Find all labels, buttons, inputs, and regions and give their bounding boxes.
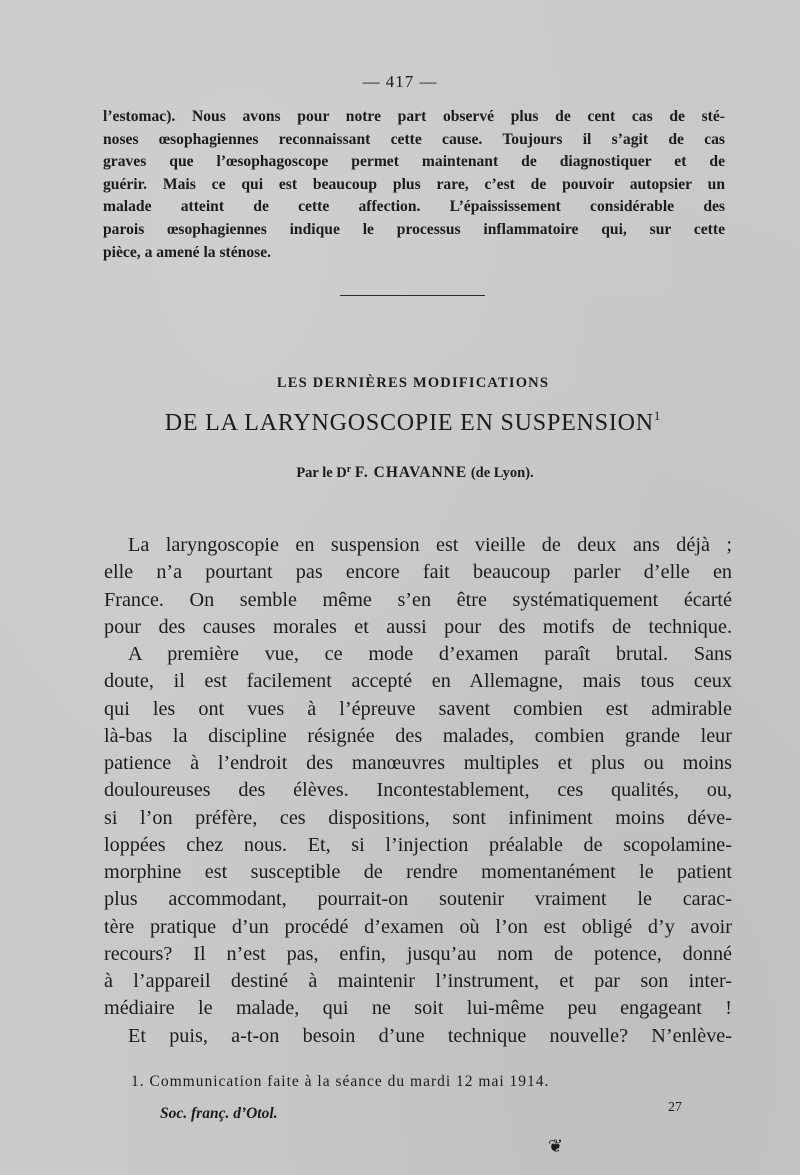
page-number: — 417 — xyxy=(362,72,438,91)
section-divider xyxy=(340,295,485,296)
byline-prefix-sup: r xyxy=(346,464,352,475)
title-footnote-marker: 1 xyxy=(653,408,662,423)
body-line: là-bas la discipline résignée des malades, combien grande leur xyxy=(104,724,732,747)
byline-suffix: (de Lyon). xyxy=(470,465,534,481)
body-line: La laryngoscopie en suspension est vieille de deux ans déjà ; xyxy=(128,534,732,556)
paragraph-line: pièce, a amené la sténose. xyxy=(103,243,272,261)
article-title-text: DE LA LARYNGOSCOPIE EN SUSPENSION xyxy=(164,410,654,436)
body-line: Et puis, a-t-on besoin d’une technique nouvelle? N’enlève- xyxy=(128,1024,732,1047)
body-line: plus accommodant, pourrait-on soutenir vraiment le carac- xyxy=(104,888,732,911)
body-line: douloureuses des élèves. Incontestablement, ces qualités, ou, xyxy=(104,779,732,802)
article-byline xyxy=(0,464,800,482)
body-line: elle n’a pourtant pas encore fait beaucoup parler d’elle en xyxy=(104,561,732,584)
paragraph-line: graves que l’œsophagoscope permet maintenant de diagnostiquer et de xyxy=(103,153,725,171)
paragraph-line: noses œsophagiennes reconnaissant cette cause. Toujours il s’agit de cas xyxy=(103,130,725,148)
paragraph-line: guérir. Mais ce qui est beaucoup plus rare, c’est de pouvoir autopsier un xyxy=(103,175,725,193)
body-line: patience à l’endroit des manœuvres multiples et plus ou moins xyxy=(104,752,732,774)
body-line: si l’on préfère, ces dispositions, sont infiniment moins déve- xyxy=(104,806,732,829)
signature-number: 27 xyxy=(668,1100,682,1115)
body-line: recours? Il n’est pas, enfin, jusqu’au nom de potence, donné xyxy=(104,942,732,965)
byline-prefix: Par le D xyxy=(296,465,347,481)
body-line: médiaire le malade, qui ne soit lui-même peu engageant ! xyxy=(104,997,732,1020)
body-line: pour des causes morales et aussi pour des motifs de technique. xyxy=(104,615,732,638)
article-body xyxy=(104,532,732,1050)
ornament-icon: ❦ xyxy=(548,1136,564,1156)
paragraph-line: parois œsophagiennes indique le processus inflammatoire qui, sur cette xyxy=(103,220,725,238)
paragraph-line: malade atteint de cette affection. L’épaississement considérable des xyxy=(103,198,725,216)
byline-author: F. CHAVANNE xyxy=(354,464,468,481)
body-line: tère pratique d’un procédé d’examen où l’on est obligé d’y avoir xyxy=(104,915,732,938)
footnote: 1. Communication faite à la séance du mardi 12 mai 1914. xyxy=(131,1073,550,1090)
body-line: morphine est susceptible de rendre momentanément le patient xyxy=(104,861,732,883)
article-title-line-2 xyxy=(0,408,800,437)
continued-paragraph xyxy=(103,106,725,264)
body-line: France. On semble même s’en être systématiquement écarté xyxy=(104,588,732,611)
body-line: à l’appareil destiné à maintenir l’instrument, et par son inter- xyxy=(104,970,732,992)
article-title-line-1: LES DERNIÈRES MODIFICATIONS xyxy=(276,375,550,391)
body-line: qui les ont vues à l’épreuve savent combien est admirable xyxy=(104,697,732,720)
paragraph-line: l’estomac). Nous avons pour notre part observé plus de cent cas de sté- xyxy=(103,108,725,125)
body-line: doute, il est facilement accepté en Allemagne, mais tous ceux xyxy=(104,670,732,693)
journal-signature: Soc. franç. d’Otol. xyxy=(160,1105,278,1122)
body-line: loppées chez nous. Et, si l’injection préalable de scopolamine- xyxy=(104,833,732,856)
body-line: A première vue, ce mode d’examen paraît brutal. Sans xyxy=(128,643,732,665)
